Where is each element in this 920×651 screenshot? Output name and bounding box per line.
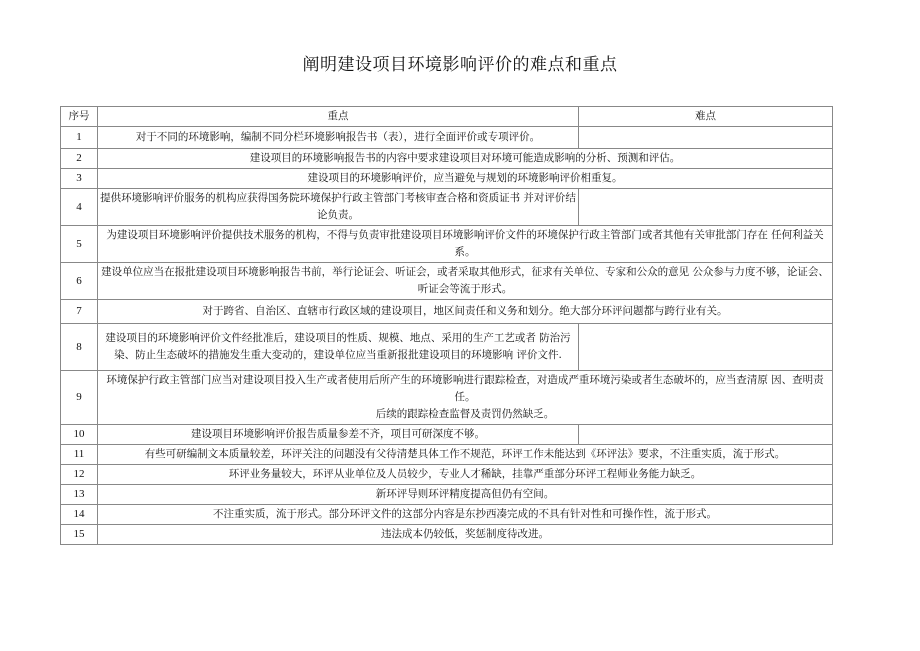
row-key: 对于跨省、自治区、直辖市行政区域的建设项目，地区间责任和义务和划分。绝大部分环评问题都与跨行业有关。 xyxy=(98,300,833,324)
table-row xyxy=(61,324,833,371)
row-seq: 11 xyxy=(61,445,98,465)
table-row xyxy=(61,371,833,425)
document-title: 阐明建设项目环境影响评价的难点和重点 xyxy=(302,55,618,75)
row-key: 建设项目的环境影响评价，应当避免与规划的环境影响评价相重复。 xyxy=(98,169,833,189)
row-seq: 15 xyxy=(61,525,98,545)
header-seq: 序号 xyxy=(61,107,98,127)
table-row xyxy=(61,169,833,189)
row-seq: 6 xyxy=(61,263,98,300)
table-row xyxy=(61,425,833,445)
row-key: 有些可研编制文本质量较差，环评关注的问题没有父待清楚具体工作不规范，环评工作未能达到《环评法》要求，不注重实质，流于形式。 xyxy=(98,445,833,465)
row-seq: 3 xyxy=(61,169,98,189)
row-seq: 12 xyxy=(61,465,98,485)
issues-table xyxy=(60,106,833,545)
row-key: 新环评导则环评精度提高但仍有空间。 xyxy=(98,485,833,505)
table-row xyxy=(61,445,833,465)
row-difficulty xyxy=(579,425,833,445)
table-row xyxy=(61,263,833,300)
table-row xyxy=(61,505,833,525)
table-row xyxy=(61,485,833,505)
row-key: 为建设项目环境影响评价提供技术服务的机构，不得与负责审批建设项目环境影响评价文件的环境保护行政主管部门或者其他有关审批部门存在 任何利益关系。 xyxy=(98,226,833,263)
table-row xyxy=(61,226,833,263)
table-row xyxy=(61,189,833,226)
row-seq: 9 xyxy=(61,371,98,425)
row-key: 不注重实质，流于形式。部分环评文件的这部分内容是东抄西凑完成的不具有针对性和可操作性，流于形式。 xyxy=(98,505,833,525)
row-key-group xyxy=(98,371,833,425)
header-difficulty: 难点 xyxy=(579,107,833,127)
row-key-note: 后续的跟踪检查监督及责罚仍然缺乏。 xyxy=(375,408,555,420)
table-row xyxy=(61,149,833,169)
table-row xyxy=(61,127,833,149)
table-header-row xyxy=(61,107,833,127)
row-key: 建设单位应当在报批建设项目环境影响报告书前，举行论证会、听证会，或者采取其他形式，征求有关单位、专家和公众的意见 公众参与力度不够，论证会、听证会等流于形式。 xyxy=(98,263,833,300)
table-row xyxy=(61,300,833,324)
row-key: 环评业务量较大，环评从业单位及人员较少，专业人才稀缺，挂靠严重部分环评工程师业务能力缺乏。 xyxy=(98,465,833,485)
row-difficulty xyxy=(579,324,833,371)
row-key: 违法成本仍较低，奖惩制度待改进。 xyxy=(98,525,833,545)
row-key: 建设项目环境影响评价报告质量参差不齐，项目可研深度不够。 xyxy=(98,425,579,445)
row-seq: 4 xyxy=(61,189,98,226)
row-difficulty xyxy=(579,127,833,149)
row-seq: 10 xyxy=(61,425,98,445)
row-key: 环境保护行政主管部门应当对建设项目投入生产或者使用后所产生的环境影响进行跟踪检查，对造成严重环境污染或者生态破坏的，应当查清原 因、查明责任。 xyxy=(106,374,824,403)
row-seq: 7 xyxy=(61,300,98,324)
row-key: 建设项目的环境影响评价文件经批准后，建设项目的性质、规模、地点、采用的生产工艺或者 防治污染、防止生态破坏的措施发生重大变动的，建设单位应当重新报批建设项目的环境影响 评价文件. xyxy=(98,324,579,371)
header-key: 重点 xyxy=(98,107,579,127)
row-seq: 1 xyxy=(61,127,98,149)
table-row xyxy=(61,465,833,485)
row-key: 对于不同的环境影响，编制不同分栏环境影响报告书（表），进行全面评价或专项评价。 xyxy=(98,127,579,149)
row-seq: 14 xyxy=(61,505,98,525)
row-seq: 5 xyxy=(61,226,98,263)
row-key: 建设项目的环境影响报告书的内容中要求建设项目对环境可能造成影响的分析、预测和评估。 xyxy=(98,149,833,169)
row-difficulty xyxy=(579,189,833,226)
row-key: 提供环境影响评价服务的机构应获得国务院环境保护行政主管部门考核审查合格和资质证书 并对评价结论负责。 xyxy=(98,189,579,226)
table-row xyxy=(61,525,833,545)
row-seq: 2 xyxy=(61,149,98,169)
row-seq: 8 xyxy=(61,324,98,371)
row-seq: 13 xyxy=(61,485,98,505)
